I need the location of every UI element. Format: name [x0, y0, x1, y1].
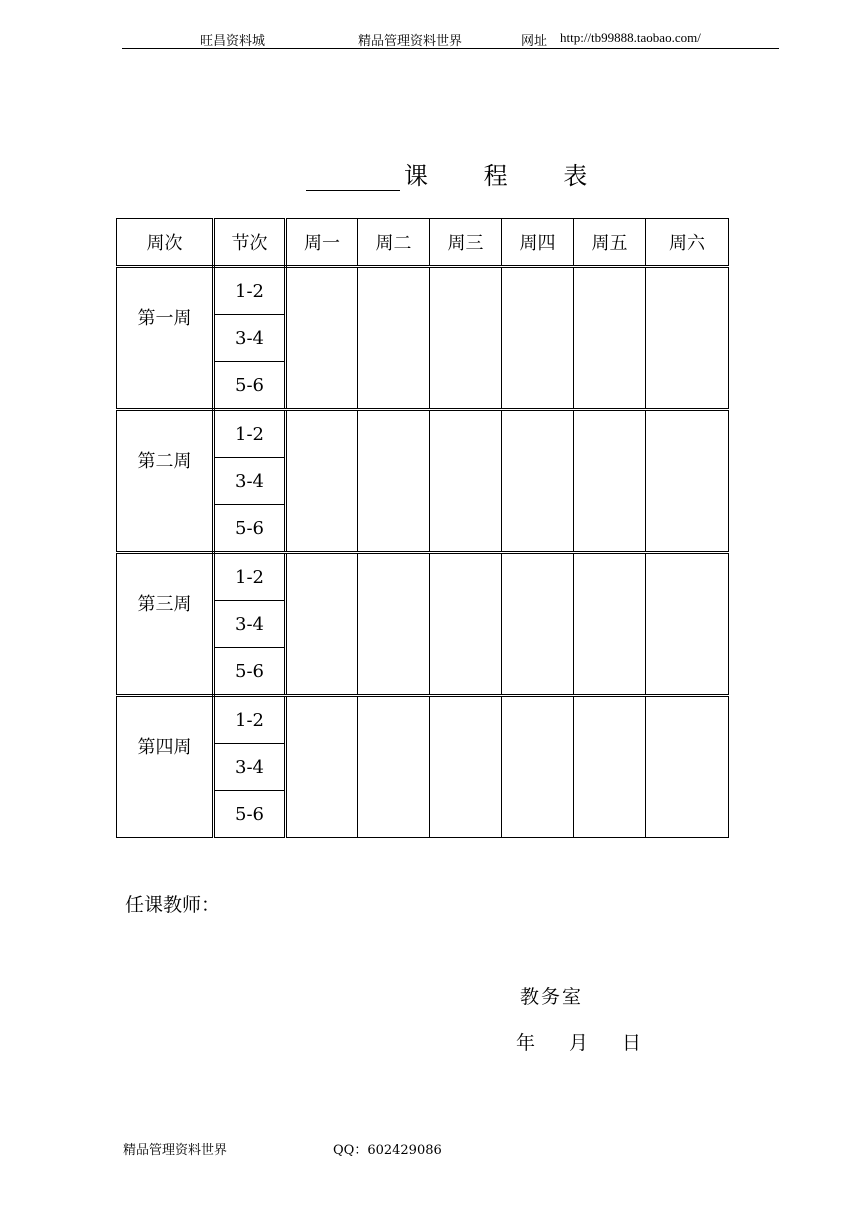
header-url-label: 网址 [521, 34, 548, 49]
col-header-fri: 周五 [574, 219, 646, 267]
session-label: 5-6 [214, 505, 286, 553]
teacher-label: 任课教师： [125, 894, 221, 916]
session-label: 3-4 [214, 458, 286, 505]
session-label: 3-4 [214, 744, 286, 791]
schedule-table [116, 218, 729, 838]
title-blank-line [306, 164, 400, 191]
week-label: 第三周 [117, 553, 214, 696]
schedule-cell[interactable] [358, 696, 430, 838]
week-label: 第四周 [117, 696, 214, 838]
session-label: 1-2 [214, 410, 286, 458]
schedule-cell[interactable] [430, 267, 502, 410]
schedule-cell[interactable] [646, 410, 729, 553]
date-day: 日 [622, 1032, 642, 1054]
date-year: 年 [516, 1032, 536, 1054]
schedule-cell[interactable] [502, 696, 574, 838]
schedule-cell[interactable] [574, 410, 646, 553]
schedule-cell[interactable] [502, 553, 574, 696]
week-label: 第一周 [117, 267, 214, 410]
col-header-sat: 周六 [646, 219, 729, 267]
col-header-week: 周次 [117, 219, 214, 267]
session-label: 1-2 [214, 267, 286, 315]
header-url-link[interactable]: http://tb99888.taobao.com/ [560, 30, 701, 45]
page-header [122, 28, 779, 49]
schedule-cell[interactable] [358, 553, 430, 696]
header-world-name: 精品管理资料世界 [358, 34, 463, 49]
col-header-thu: 周四 [502, 219, 574, 267]
week-label: 第二周 [117, 410, 214, 553]
schedule-cell[interactable] [286, 410, 358, 553]
table-row [117, 696, 729, 744]
schedule-cell[interactable] [430, 553, 502, 696]
title-text: 课 程 表 [404, 162, 612, 190]
table-row [117, 267, 729, 315]
schedule-cell[interactable] [502, 267, 574, 410]
date-month: 月 [569, 1032, 589, 1054]
schedule-cell[interactable] [286, 696, 358, 838]
table-row [117, 553, 729, 601]
table-header-row [117, 219, 729, 267]
session-label: 1-2 [214, 553, 286, 601]
date-line [516, 1028, 675, 1055]
table-row [117, 410, 729, 458]
schedule-cell[interactable] [358, 410, 430, 553]
schedule-cell[interactable] [502, 410, 574, 553]
page-footer [123, 1139, 442, 1158]
schedule-cell[interactable] [430, 410, 502, 553]
session-label: 5-6 [214, 362, 286, 410]
schedule-cell[interactable] [574, 553, 646, 696]
session-label: 5-6 [214, 648, 286, 696]
schedule-cell[interactable] [646, 553, 729, 696]
session-label: 3-4 [214, 601, 286, 648]
office-label: 教务室 [520, 986, 584, 1008]
schedule-cell[interactable] [358, 267, 430, 410]
session-label: 3-4 [214, 315, 286, 362]
schedule-cell[interactable] [574, 267, 646, 410]
session-label: 5-6 [214, 791, 286, 838]
page-title [306, 156, 611, 191]
col-header-tue: 周二 [358, 219, 430, 267]
session-label: 1-2 [214, 696, 286, 744]
col-header-wed: 周三 [430, 219, 502, 267]
schedule-cell[interactable] [286, 553, 358, 696]
schedule-cell[interactable] [286, 267, 358, 410]
col-header-mon: 周一 [286, 219, 358, 267]
schedule-cell[interactable] [646, 267, 729, 410]
footer-world-name: 精品管理资料世界 [123, 1143, 228, 1158]
footer-qq: QQ：602429086 [333, 1143, 442, 1158]
schedule-cell[interactable] [430, 696, 502, 838]
header-shop-name: 旺昌资料城 [200, 34, 266, 49]
schedule-cell[interactable] [646, 696, 729, 838]
schedule-cell[interactable] [574, 696, 646, 838]
col-header-session: 节次 [214, 219, 286, 267]
